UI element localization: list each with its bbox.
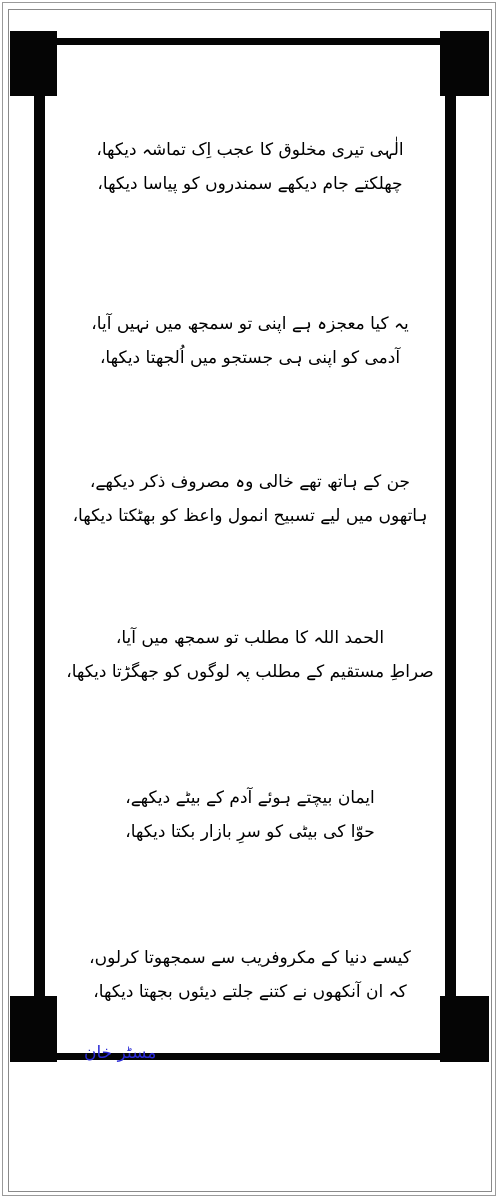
stanza [60, 623, 440, 687]
poem-line: ہاتھوں میں لیے تسبیح انمول واعظ کو بھٹکتا دیکھا، [72, 506, 428, 526]
poem-line: الحمد اللہ کا مطلب تو سمجھ میں آیا، [115, 628, 385, 648]
poem-line: ایمان بیچتے ہوئے آدم کے بیٹے دیکھے، [125, 788, 375, 808]
poem-line: چھلکتے جام دیکھے سمندروں کو پیاسا دیکھا، [97, 174, 403, 194]
poem-line: جن کے ہاتھ تھے خالی وہ مصروف ذکر دیکھے، [89, 472, 411, 492]
stanza [60, 467, 440, 531]
poem-line: کہ ان آنکھوں نے کتنے جلتے دیئوں بجھتا دیکھا، [93, 982, 407, 1002]
stanza [60, 783, 440, 847]
poem-line: الٰہی تیری مخلوق کا عجب اِک تماشہ دیکھا، [96, 140, 404, 160]
frame-left-post [34, 55, 45, 1000]
frame-top-bar [57, 38, 440, 45]
frame-corner-top-left [10, 31, 57, 96]
poem-line: آدمی کو اپنی ہی جستجو میں اُلجھتا دیکھا، [99, 348, 401, 368]
stanza [60, 135, 440, 199]
stanza [60, 943, 440, 1007]
frame-corner-bottom-right [440, 996, 489, 1062]
poem-line: یہ کیا معجزہ ہے اپنی تو سمجھ میں نہیں آیا، [91, 314, 409, 334]
frame-corner-bottom-left [10, 996, 57, 1062]
poem-line: صراطِ مستقیم کے مطلب پہ لوگوں کو جھگڑتا دیکھا، [66, 662, 434, 682]
frame-corner-top-right [440, 31, 489, 96]
stanza [60, 309, 440, 373]
frame-right-post [445, 55, 456, 1000]
poem-line: حوّا کی بیٹی کو سرِ بازار بکتا دیکھا، [125, 822, 375, 842]
poem-line: کیسے دنیا کے مکروفریب سے سمجھوتا کرلوں، [89, 948, 411, 968]
author-signature: مسٹر خان [84, 1043, 157, 1063]
